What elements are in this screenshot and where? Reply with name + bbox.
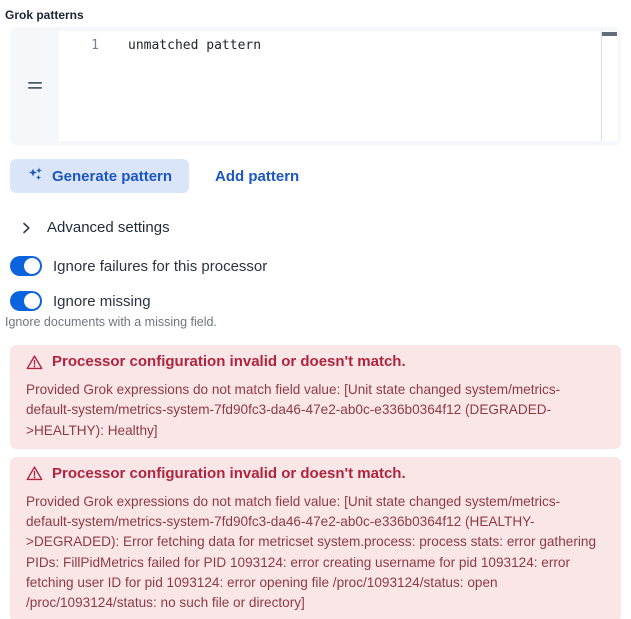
drag-handle[interactable] [10,27,59,146]
ignore-missing-toggle[interactable] [10,291,42,311]
editor-code-line[interactable]: unmatched pattern [128,38,262,53]
error-callout-title: Processor configuration invalid or doesn't match. [52,353,406,370]
error-callout-body: Provided Grok expressions do not match field value: [Unit state changed system/metrics-default-system/metrics-system-7fd90fc3-da46-47e2-ab0c-e336b0364f12 (DEGRADED->HEALTHY): Healthy] [26,382,561,438]
toggle-knob [24,293,40,309]
editor-scrollbar-thumb[interactable] [602,32,617,36]
ignore-missing-label: Ignore missing [53,292,151,310]
editor-line-number: 1 [91,38,99,53]
error-callout-title: Processor configuration invalid or doesn't match. [52,464,406,482]
editor-scrollbar-track [601,31,602,141]
advanced-settings-label: Advanced settings [47,219,170,236]
error-callout [10,457,621,619]
ignore-failures-row [10,256,267,276]
error-callout [10,345,621,449]
ignore-failures-label: Ignore failures for this processor [53,257,268,275]
grok-editor-container [10,27,621,146]
generate-pattern-button[interactable] [10,159,189,193]
error-callout-title-row [26,465,605,483]
chevron-right-icon [18,220,34,236]
add-pattern-button[interactable]: Add pattern [215,167,300,185]
drag-handle-icon [27,78,43,96]
ignore-failures-toggle[interactable] [10,256,42,276]
error-callout-title-row [26,353,605,371]
code-editor[interactable] [59,31,618,141]
advanced-settings-accordion[interactable] [18,219,170,236]
ignore-missing-help-text: Ignore documents with a missing field. [5,315,217,329]
error-callout-body: Provided Grok expressions do not match field value: [Unit state changed system/metrics-default-system/metrics-system-7fd90fc3-da46-47e2-ab0c-e336b0364f12 (HEALTHY->DEGRADED): Error fetching data for metricset system.process: process stats: error gathering PIDs: FillPidMetrics failed for PID 1093124: error creating username for pid 1093124: error fetching user ID for pid 1093124: error opening file /proc/1093124/status: open /proc/1093124/status: no such file or directory] [26,493,597,611]
generate-pattern-label: Generate pattern [52,167,173,185]
pattern-actions-row [10,159,631,193]
sparkles-icon [27,166,43,186]
ignore-missing-row [10,291,151,311]
alert-triangle-icon [26,465,43,482]
toggle-knob [24,258,40,274]
grok-patterns-label: Grok patterns [5,8,84,22]
alert-triangle-icon [26,354,43,371]
